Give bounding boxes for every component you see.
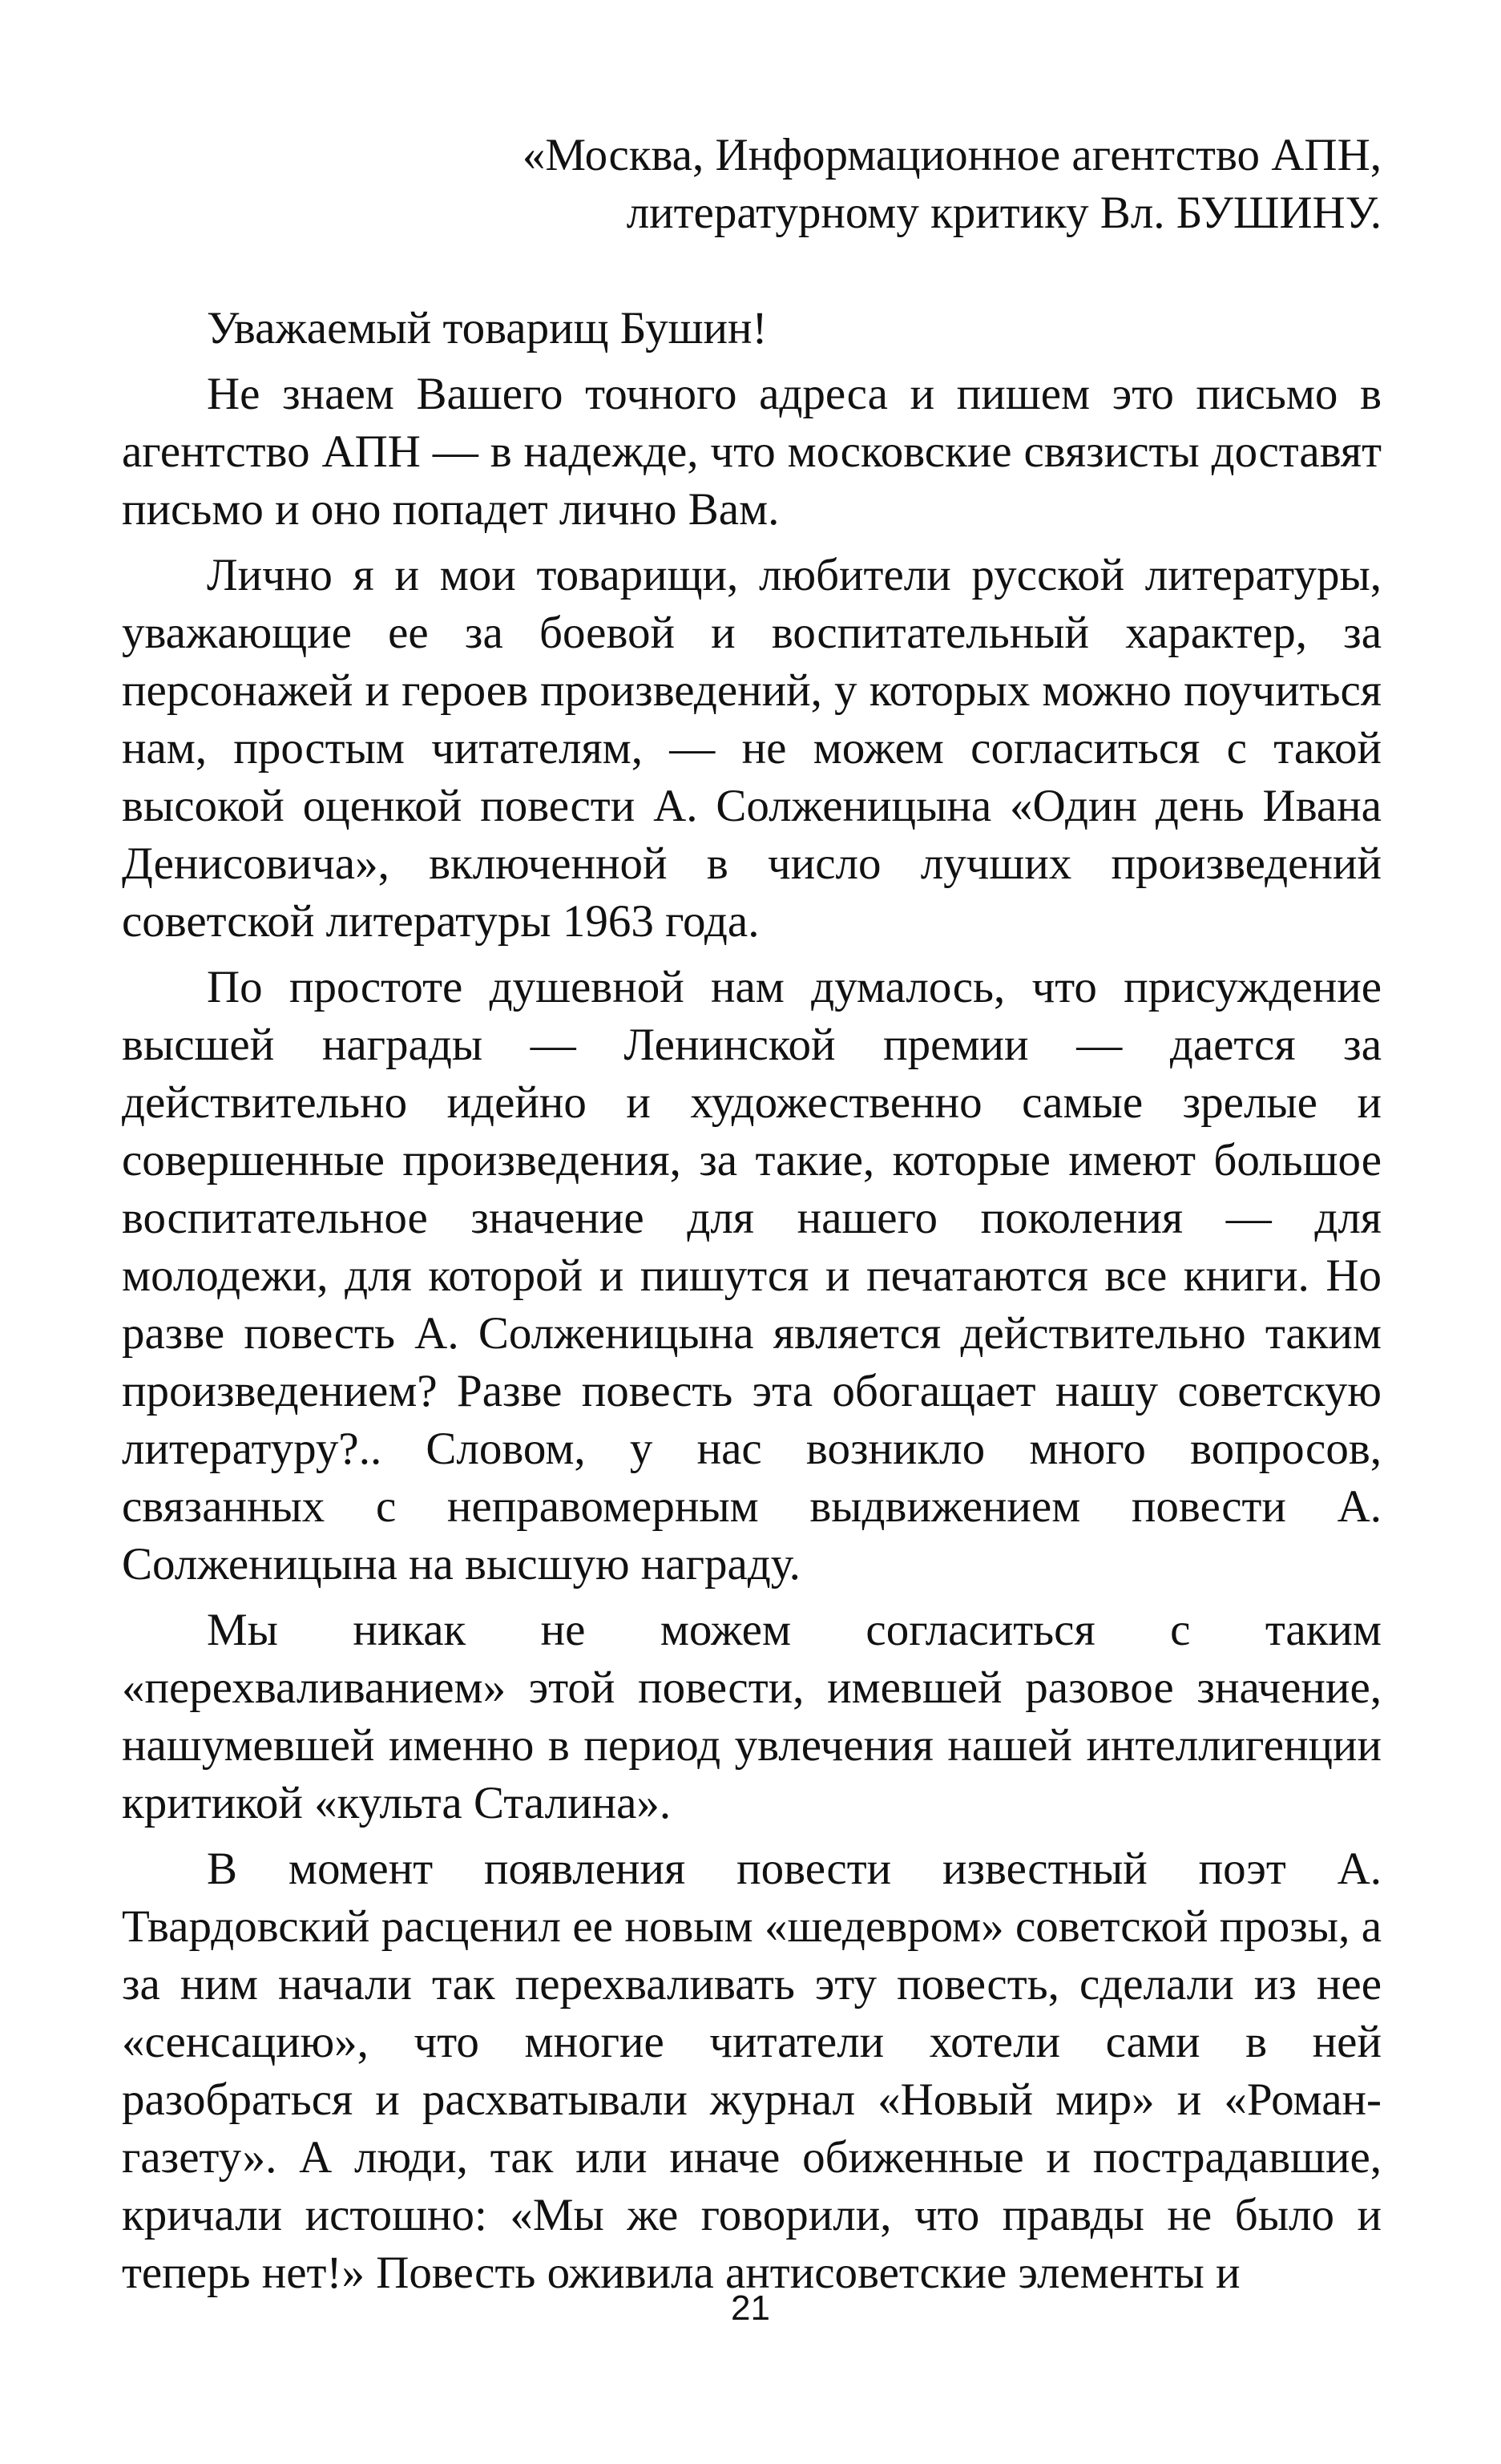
paragraph-5: В момент появления повести известный поэт А. Твардовский расценил ее новым «шедевром» советской прозы, а за ним начали так перехваливать эту повесть, сделали из нее «сенсацию», что многие читатели хотели сами в ней разобраться и расхватывали журнал «Новый мир» и «Роман-газету». А люди, так или иначе обиженные и пострадавшие, кричали истошно: «Мы же говорили, что правды не было и теперь нет!» Повесть оживила антисоветские элементы и xyxy=(122,1844,1382,2298)
letter-text xyxy=(122,127,1382,2302)
paragraph-2: Лично я и мои товарищи, любители русской литературы, уважающие ее за боевой и воспитательный характер, за персонажей и героев произведений, у которых можно поучиться нам, простым читателям, — не можем согласиться с такой высокой оценкой повести А. Солженицына «Один день Ивана Денисовича», включенной в число лучших произведений советской литературы 1963 года. xyxy=(122,550,1382,947)
address-line-1: «Москва, Информационное агентство АПН, xyxy=(522,130,1382,180)
paragraph-3: По простоте душевной нам думалось, что присуждение высшей награды — Ленинской премии — дается за действительно идейно и художественно самые зрелые и совершенные произведения, за такие, которые имеют большое воспитательное значение для нашего поколения — для молодежи, для которой и пишутся и печатаются все книги. Но разве повесть А. Солженицына является действительно таким произведением? Разве повесть эта обогащает нашу советскую литературу?.. Словом, у нас возникло много вопросов, связанных с неправомерным выдвижением повести А. Солженицына на высшую награду. xyxy=(122,962,1382,1589)
letter-address xyxy=(122,127,1382,242)
letter-greeting: Уважаемый товарищ Бушин! xyxy=(207,303,768,353)
paragraph-1: Не знаем Вашего точного адреса и пишем это письмо в агентство АПН — в надежде, что московские связисты доставят письмо и оно попадет лично Вам. xyxy=(122,369,1382,535)
address-line-2: литературному критику Вл. БУШИНУ. xyxy=(626,188,1382,238)
paragraph-4: Мы никак не можем согласиться с таким «перехваливанием» этой повести, имевшей разовое значение, нашумевшей именно в период увлечения нашей интеллигенции критикой «культа Сталина». xyxy=(122,1605,1382,1828)
page-number: 21 xyxy=(731,2288,770,2328)
